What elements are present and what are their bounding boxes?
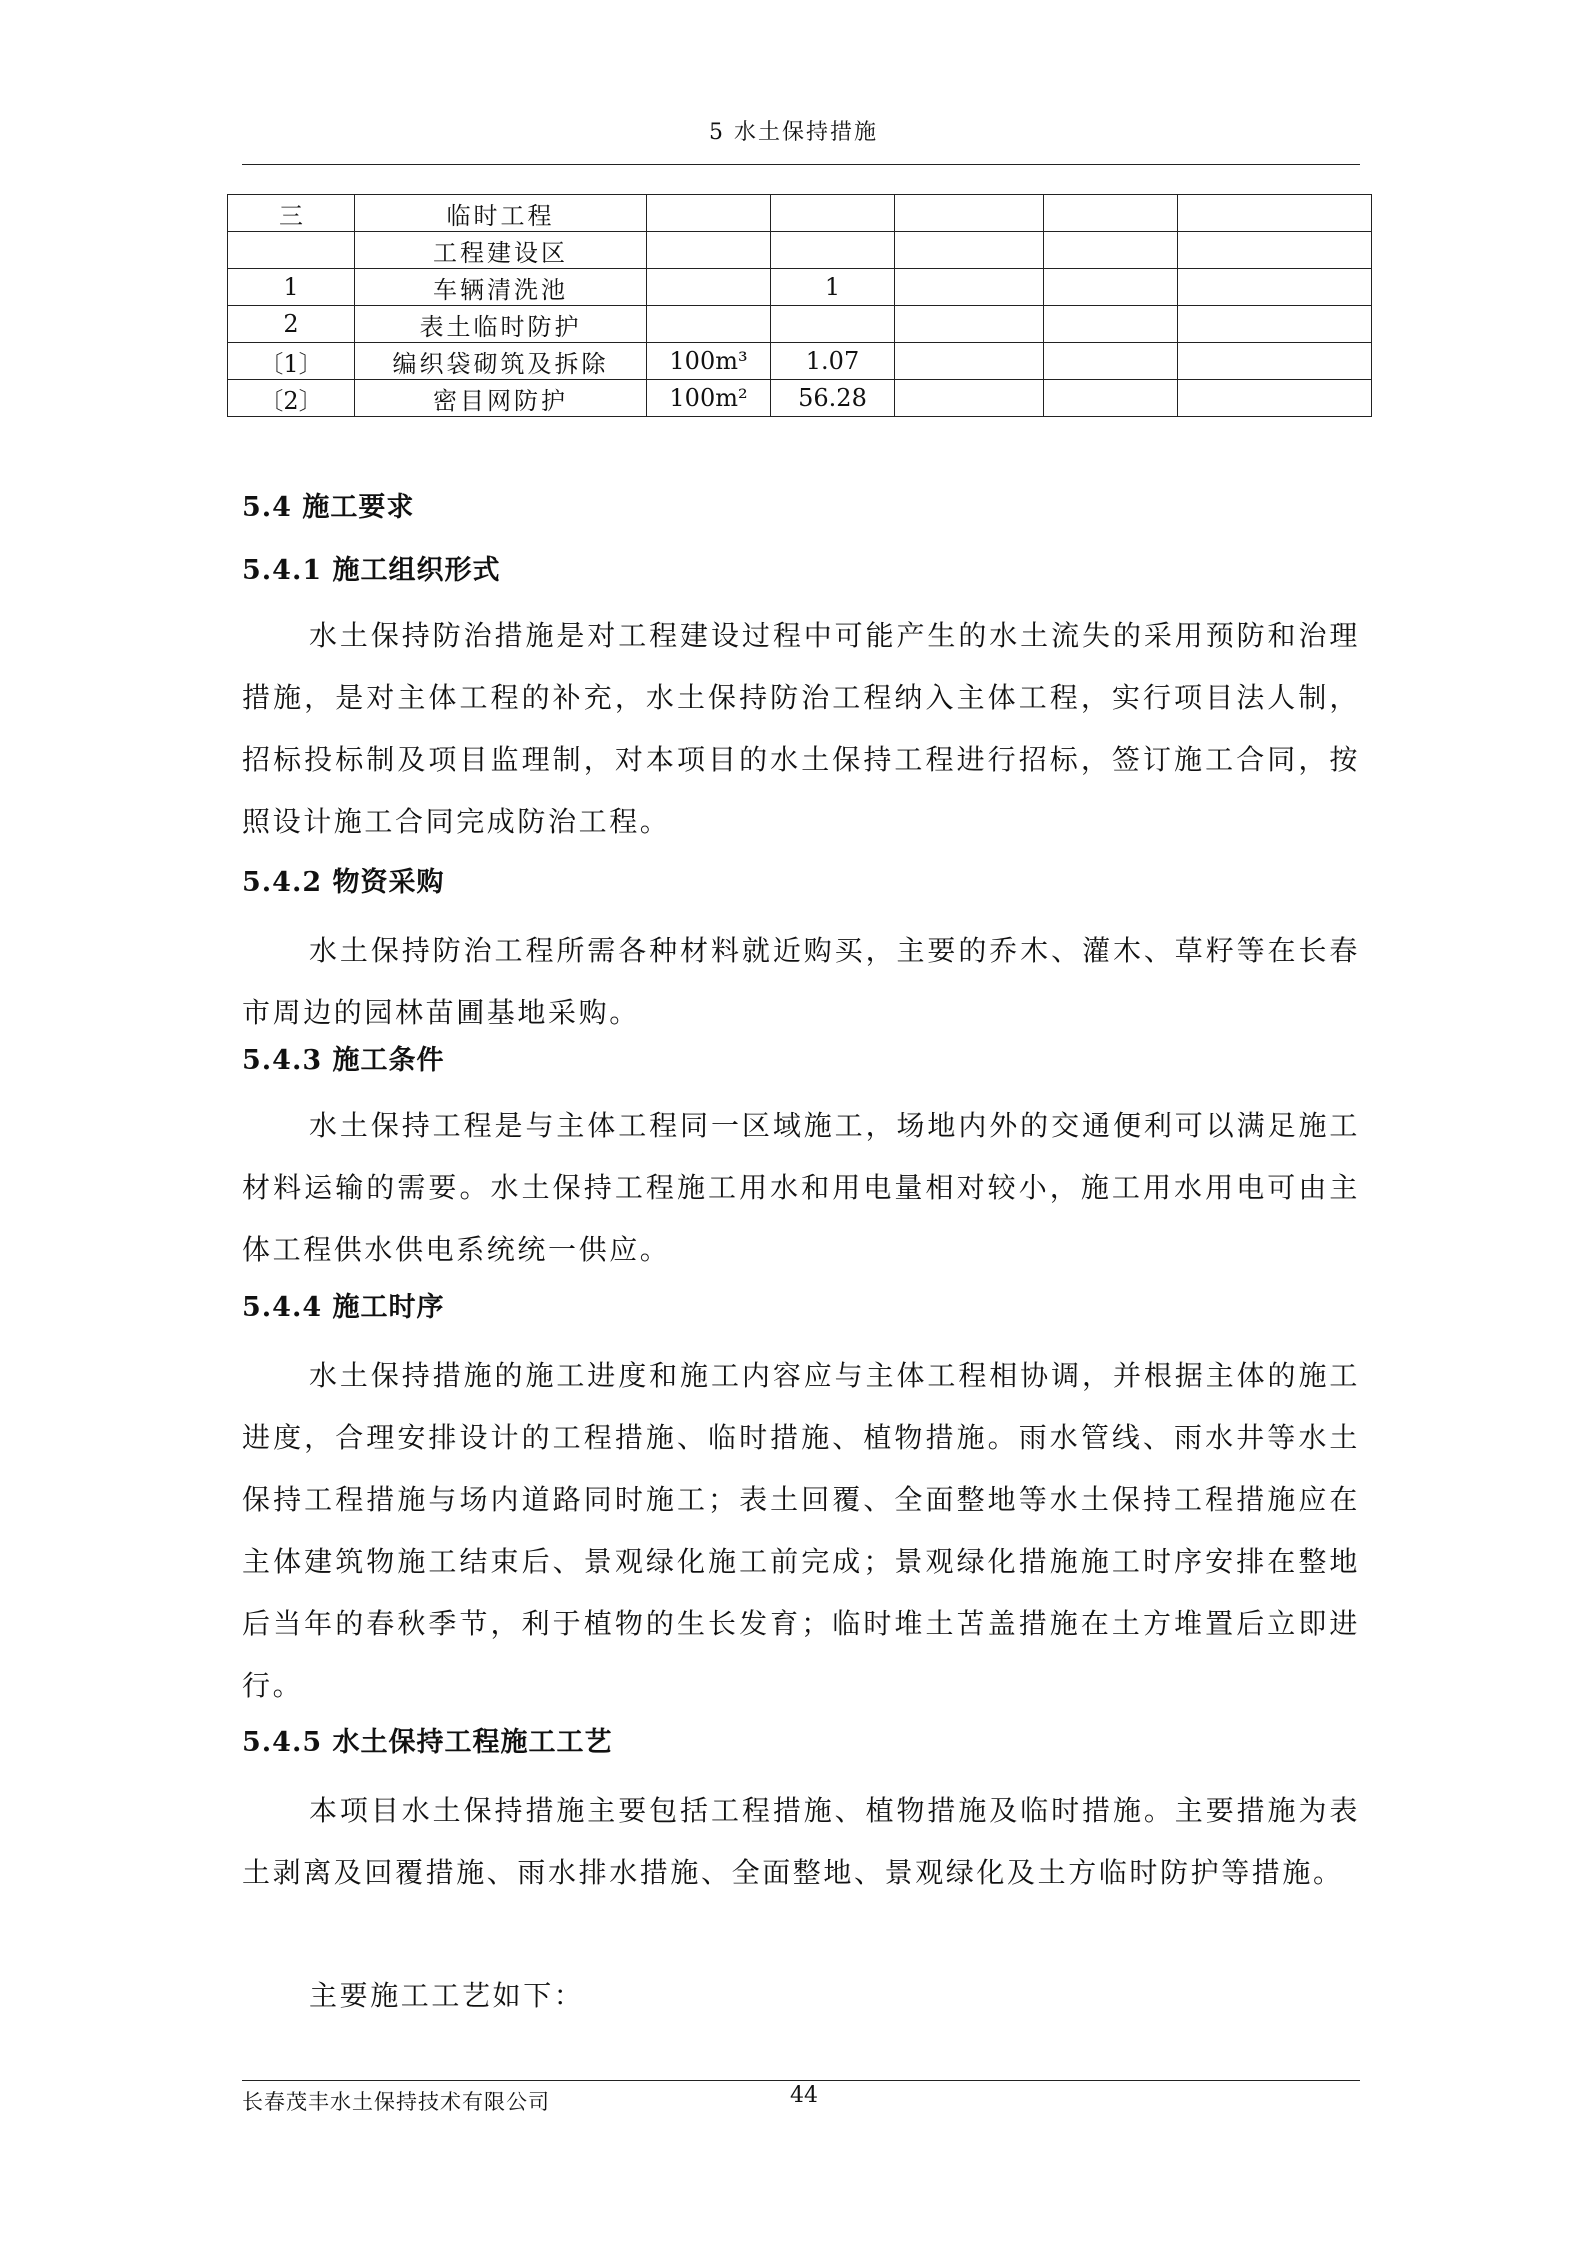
table-cell: 临时工程 <box>355 195 647 232</box>
table-cell <box>647 306 771 343</box>
footer-company: 长春茂丰水土保持技术有限公司 <box>242 2090 550 2114</box>
table-cell <box>895 380 1044 417</box>
table-cell: 密目网防护 <box>355 380 647 417</box>
table-row <box>228 343 1372 380</box>
page-header-title: 5 水土保持措施 <box>709 120 878 145</box>
subsection-heading: 5.4.3 施工条件 <box>242 1045 445 1076</box>
table-cell <box>771 232 895 269</box>
table-cell: 编织袋砌筑及拆除 <box>355 343 647 380</box>
table-cell: 100m² <box>647 380 771 417</box>
table-cell <box>895 306 1044 343</box>
table-cell <box>895 195 1044 232</box>
table-cell: 〔1〕 <box>228 343 355 380</box>
table-cell <box>1178 380 1372 417</box>
table-cell <box>1178 269 1372 306</box>
body-paragraph: 本项目水土保持措施主要包括工程措施、植物措施及临时措施。主要措施为表土剥离及回覆措施、雨水排水措施、全面整地、景观绿化及土方临时防护等措施。 <box>242 1794 1360 1889</box>
body-paragraph: 水土保持工程是与主体工程同一区域施工，场地内外的交通便利可以满足施工材料运输的需要。水土保持工程施工用水和用电量相对较小，施工用水用电可由主体工程供水供电系统统一供应。 <box>242 1109 1360 1266</box>
table-cell <box>1178 343 1372 380</box>
table-cell <box>895 343 1044 380</box>
table-cell <box>895 269 1044 306</box>
body-paragraph: 水土保持措施的施工进度和施工内容应与主体工程相协调，并根据主体的施工进度，合理安排设计的工程措施、临时措施、植物措施。雨水管线、雨水井等水土保持工程措施与场内道路同时施工；表土回覆、全面整地等水土保持工程措施应在主体建筑物施工结束后、景观绿化施工前完成；景观绿化措施施工时序安排在整地后当年的春秋季节，利于植物的生长发育；临时堆土苫盖措施在土方堆置后立即进行。 <box>242 1359 1360 1702</box>
body-paragraph: 水土保持防治工程所需各种材料就近购买，主要的乔木、灌木、草籽等在长春市周边的园林苗圃基地采购。 <box>242 934 1360 1029</box>
table-cell <box>1178 195 1372 232</box>
table-cell: 56.28 <box>771 380 895 417</box>
table-cell <box>1178 306 1372 343</box>
table-cell <box>1044 343 1178 380</box>
table-cell: 1 <box>771 269 895 306</box>
quantity-table <box>227 194 1372 417</box>
table-cell: 1 <box>228 269 355 306</box>
table-cell <box>647 232 771 269</box>
subsection-heading: 5.4.4 施工时序 <box>242 1292 445 1323</box>
table-row <box>228 306 1372 343</box>
table-cell: 表土临时防护 <box>355 306 647 343</box>
table-cell: 100m³ <box>647 343 771 380</box>
footer-rule <box>242 2080 1360 2081</box>
header-rule <box>242 164 1360 165</box>
page-number: 44 <box>790 2083 818 2108</box>
table-row <box>228 269 1372 306</box>
table-cell <box>647 269 771 306</box>
table-cell <box>895 232 1044 269</box>
subsection-heading: 5.4.5 水土保持工程施工工艺 <box>242 1727 613 1758</box>
table-cell <box>228 232 355 269</box>
table-row <box>228 195 1372 232</box>
table-row <box>228 380 1372 417</box>
table-cell <box>771 195 895 232</box>
table-cell: 三 <box>228 195 355 232</box>
table-cell: 车辆清洗池 <box>355 269 647 306</box>
table-cell: 2 <box>228 306 355 343</box>
table-cell <box>647 195 771 232</box>
table-cell <box>1044 195 1178 232</box>
section-heading: 5.4 施工要求 <box>242 492 415 523</box>
subsection-heading: 5.4.1 施工组织形式 <box>242 555 501 586</box>
table-cell <box>1044 380 1178 417</box>
table-cell: 1.07 <box>771 343 895 380</box>
table-cell <box>771 306 895 343</box>
table-cell <box>1044 306 1178 343</box>
subsection-heading: 5.4.2 物资采购 <box>242 867 445 898</box>
body-paragraph: 水土保持防治措施是对工程建设过程中可能产生的水土流失的采用预防和治理措施，是对主体工程的补充，水土保持防治工程纳入主体工程，实行项目法人制，招标投标制及项目监理制，对本项目的水土保持工程进行招标，签订施工合同，按照设计施工合同完成防治工程。 <box>242 619 1360 838</box>
table-cell <box>1044 232 1178 269</box>
table-row <box>228 232 1372 269</box>
body-paragraph: 主要施工工艺如下： <box>309 1979 585 2012</box>
table-cell: 工程建设区 <box>355 232 647 269</box>
table-cell <box>1044 269 1178 306</box>
table-cell: 〔2〕 <box>228 380 355 417</box>
table-cell <box>1178 232 1372 269</box>
